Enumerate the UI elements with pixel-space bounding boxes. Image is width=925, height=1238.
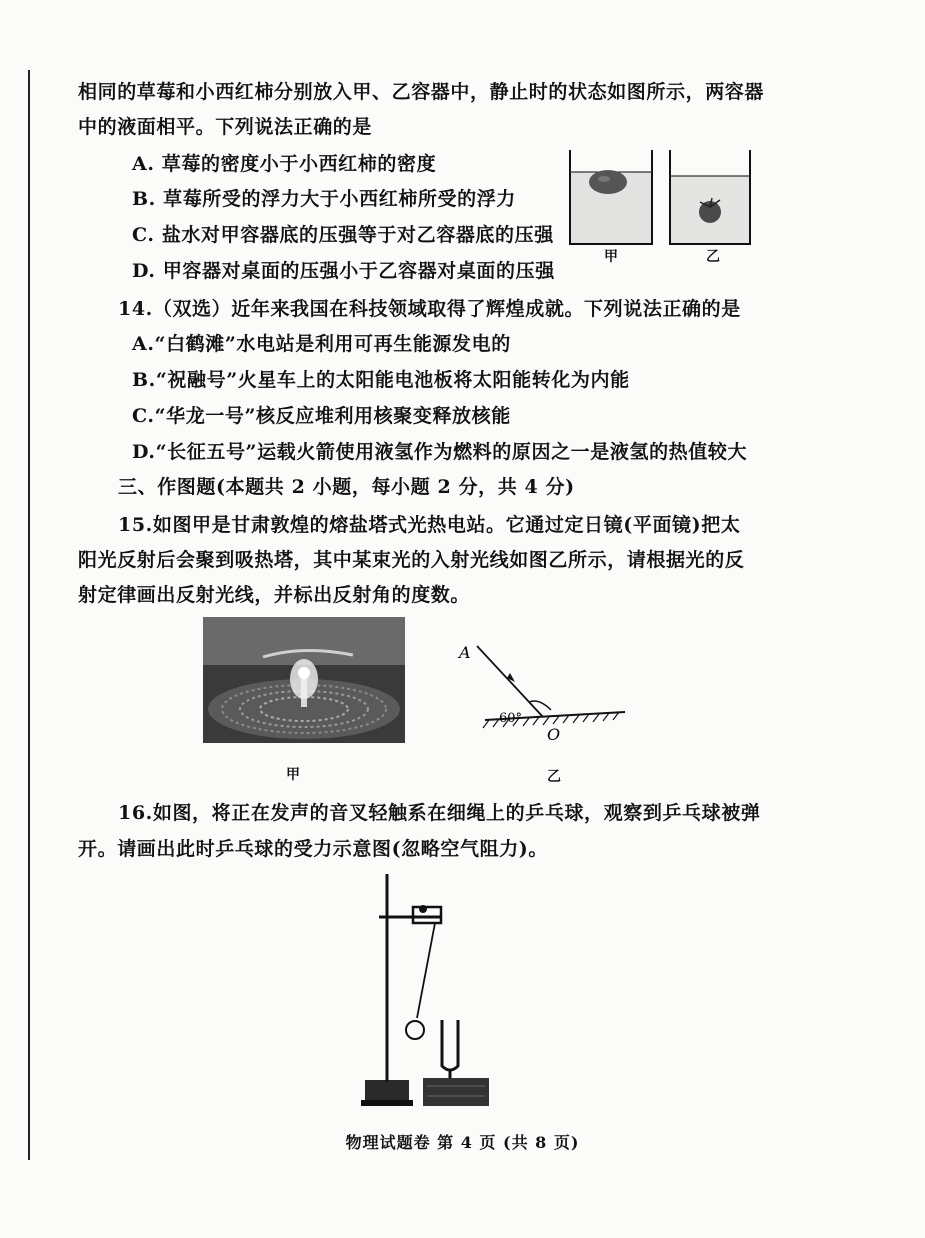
q15-fig-label-yi: 乙: [547, 769, 561, 785]
ping-pong-ball: [406, 1021, 424, 1039]
q16-line-1: 16.如图，将正在发声的音叉轻触系在细绳上的乒乓球，观察到乒乓球被弹: [118, 802, 761, 824]
tuning-fork-apparatus: [355, 868, 505, 1113]
q14-option-b: B.“祝融号”火星车上的太阳能电池板将太阳能转化为内能: [132, 369, 630, 391]
container-jia: [570, 150, 652, 244]
q13-option-a: A. 草莓的密度小于小西红柿的密度: [132, 153, 437, 175]
fork-resonance-box: [423, 1078, 489, 1106]
binding-margin-line: [28, 70, 30, 1160]
q14-option-c: C.“华龙一号”核反应堆利用核聚变释放核能: [132, 405, 511, 427]
page-footer: 物理试题卷 第 4 页 (共 8 页): [345, 1133, 580, 1152]
containers-figure: [560, 150, 760, 270]
q13-option-c: C. 盐水对甲容器底的压强等于对乙容器底的压强: [132, 224, 554, 246]
q14-option-a: A.“白鹤滩”水电站是利用可再生能源发电的: [132, 333, 511, 355]
q13-stem-line-2: 中的液面相平。下列说法正确的是: [78, 116, 373, 138]
q13-fig-label-yi: 乙: [706, 249, 720, 265]
container-yi: [670, 150, 750, 244]
q13-fig-label-jia: 甲: [604, 249, 618, 265]
incident-ray: [477, 646, 543, 717]
q15-line-3: 射定律画出反射光线，并标出反射角的度数。: [78, 584, 471, 606]
q13-option-b: B. 草莓所受的浮力大于小西红柿所受的浮力: [132, 188, 516, 210]
q15-line-2: 阳光反射后会聚到吸热塔，其中某束光的入射光线如图乙所示，请根据光的反: [78, 549, 745, 571]
point-a-label: A: [459, 643, 471, 662]
point-o-label: O: [547, 725, 561, 744]
tuning-fork: [442, 1020, 458, 1070]
q13-option-d: D. 甲容器对桌面的压强小于乙容器对桌面的压强: [132, 260, 555, 282]
q13-stem-line-1: 相同的草莓和小西红柿分别放入甲、乙容器中，静止时的状态如图所示，两容器: [78, 81, 765, 103]
q16-line-2: 开。请画出此时乒乓球的受力示意图(忽略空气阻力)。: [78, 838, 548, 860]
clamp: [413, 907, 441, 923]
reflection-diagram: [455, 640, 645, 750]
q14-stem: 14.（双选）近年来我国在科技领域取得了辉煌成就。下列说法正确的是: [118, 298, 741, 320]
q15-line-1: 15.如图甲是甘肃敦煌的熔盐塔式光热电站。它通过定日镜(平面镜)把太: [118, 514, 741, 536]
string: [417, 923, 435, 1018]
q14-option-d: D.“长征五号”运载火箭使用液氢作为燃料的原因之一是液氢的热值较大: [132, 441, 748, 463]
q15-fig-label-jia: 甲: [286, 767, 300, 783]
section-3-title: 三、作图题(本题共 2 小题，每小题 2 分，共 4 分): [118, 476, 575, 498]
strawberry-in-jia: [589, 170, 627, 194]
angle-60-label: 60°: [499, 711, 523, 726]
solar-station-photo: [203, 617, 405, 743]
